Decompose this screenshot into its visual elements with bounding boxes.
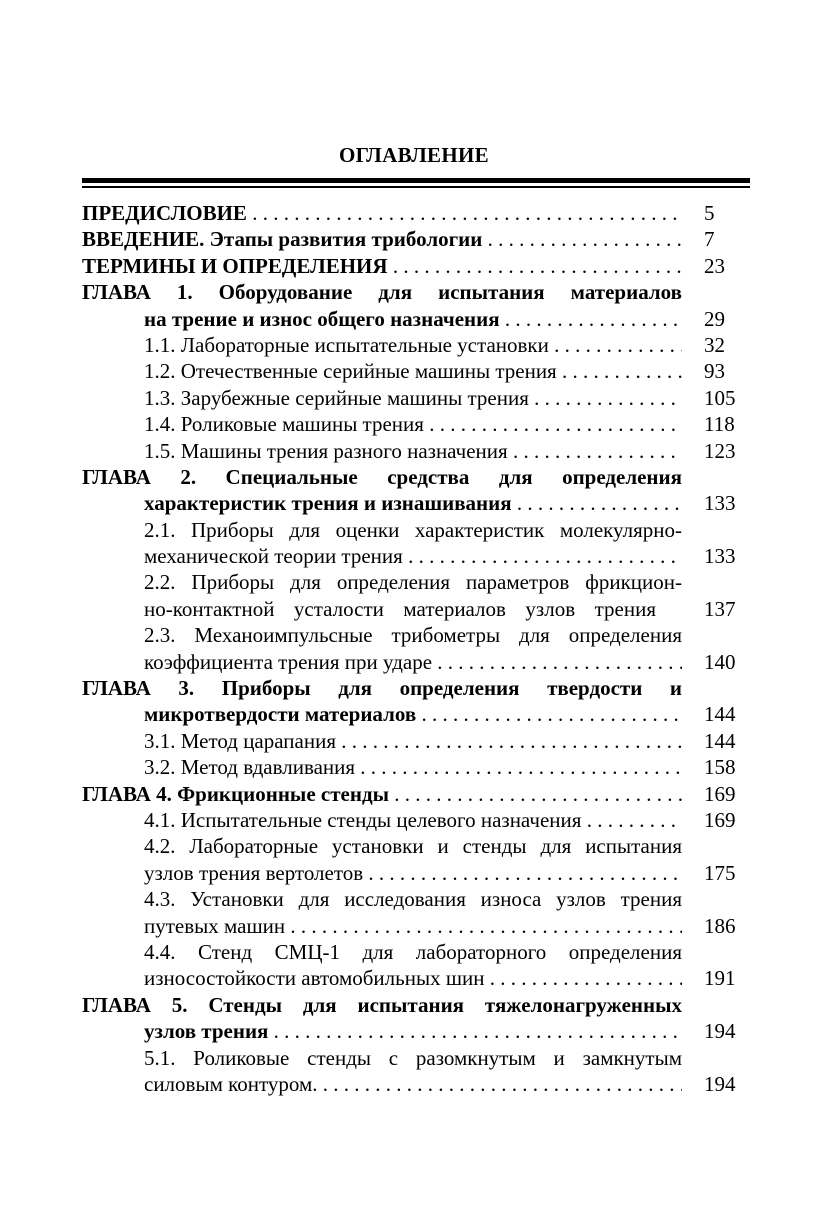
toc-page-number: 118	[704, 412, 735, 437]
toc-page-number: 194	[704, 1019, 736, 1044]
toc-page-number: 29	[704, 306, 725, 331]
table-of-contents	[0, 200, 828, 1097]
toc-entry-title: ГЛАВА 4. Фрикционные стенды . . .	[82, 781, 682, 807]
toc-page-number: 140	[704, 649, 736, 674]
toc-section-2-2-line-2[interactable]	[0, 596, 828, 622]
toc-chapter-4[interactable]	[0, 781, 828, 807]
toc-entry-title: ГЛАВА 3. Приборы для определения твердости и	[82, 676, 682, 701]
toc-page-number: 123	[704, 438, 736, 463]
toc-page-number: 191	[704, 966, 736, 991]
toc-section-2-1-line-2[interactable]	[0, 543, 828, 569]
toc-page-number: 105	[704, 385, 736, 410]
toc-entry-terms[interactable]	[0, 253, 828, 279]
toc-section-3-1[interactable]	[0, 728, 828, 754]
toc-chapter-1-line-2[interactable]	[0, 306, 828, 332]
toc-section-4-1[interactable]	[0, 807, 828, 833]
toc-entry-title: 2.1. Приборы для оценки характеристик молекулярно-	[144, 517, 682, 542]
toc-section-1-4[interactable]	[0, 411, 828, 437]
toc-section-1-3[interactable]	[0, 385, 828, 411]
toc-entry-title: 1.5. Машины трения разного назначения . . .	[144, 438, 682, 464]
toc-entry-title: 1.4. Роликовые машины трения . . .	[144, 411, 682, 437]
toc-section-1-1[interactable]	[0, 332, 828, 358]
toc-section-2-2-line-1[interactable]	[0, 569, 828, 595]
toc-entry-title: коэффициента трения при ударе . . .	[144, 649, 682, 675]
toc-page-number: 175	[704, 860, 736, 885]
toc-entry-title: 3.2. Метод вдавливания . . .	[144, 754, 682, 780]
toc-chapter-3-line-2[interactable]	[0, 701, 828, 727]
toc-entry-title: но-контактной усталости материалов узлов трения	[144, 596, 656, 621]
toc-page-number: 5	[704, 201, 715, 225]
toc-chapter-5-line-1[interactable]	[0, 992, 828, 1018]
toc-page-number: 169	[704, 807, 736, 832]
toc-entry-title: 4.1. Испытательные стенды целевого назначения . . .	[144, 807, 682, 833]
toc-entry-title: 1.2. Отечественные серийные машины трения . . .	[144, 358, 682, 384]
toc-entry-title: узлов трения вертолетов . . .	[144, 860, 682, 886]
toc-chapter-5-line-2[interactable]	[0, 1018, 828, 1044]
toc-section-2-3-line-2[interactable]	[0, 649, 828, 675]
page-title: ОГЛАВЛЕНИЕ	[339, 143, 489, 167]
toc-entry-title: ГЛАВА 1. Оборудование для испытания материалов	[82, 280, 682, 305]
toc-entry-title: характеристик трения и изнашивания . . .	[144, 490, 682, 516]
toc-entry-title: силовым контуром. . . .	[144, 1071, 682, 1097]
toc-entry-title: узлов трения . . .	[144, 1018, 682, 1044]
toc-entry-title: 4.3. Установки для исследования износа узлов трения	[144, 887, 682, 912]
toc-page-number: 194	[704, 1071, 736, 1096]
title-rule-thick	[82, 178, 750, 183]
toc-chapter-1-line-1[interactable]	[0, 279, 828, 305]
toc-page-number: 169	[704, 781, 736, 806]
toc-entry-title: 2.3. Механоимпульсные трибометры для определения	[144, 623, 682, 648]
toc-page-number: 133	[704, 491, 736, 516]
toc-page-number: 93	[704, 359, 725, 384]
toc-section-2-3-line-1[interactable]	[0, 622, 828, 648]
toc-entry-title: механической теории трения . . .	[144, 543, 682, 569]
toc-chapter-2-line-2[interactable]	[0, 490, 828, 516]
toc-chapter-2-line-1[interactable]	[0, 464, 828, 490]
toc-entry-title: износостойкости автомобильных шин . . .	[144, 965, 682, 991]
toc-section-4-3-line-2[interactable]	[0, 913, 828, 939]
toc-chapter-3-line-1[interactable]	[0, 675, 828, 701]
toc-entry-title: ВВЕДЕНИЕ. Этапы развития трибологии . . .	[82, 226, 682, 252]
toc-entry-title: 2.2. Приборы для определения параметров фрикцион-	[144, 570, 682, 595]
toc-page-number: 144	[704, 702, 736, 727]
toc-page-number: 137	[704, 596, 736, 621]
toc-section-4-4-line-1[interactable]	[0, 939, 828, 965]
toc-page-number: 7	[704, 227, 715, 252]
toc-page-number: 32	[704, 332, 725, 357]
toc-entry-title: путевых машин . . .	[144, 913, 682, 939]
toc-section-5-1-line-1[interactable]	[0, 1045, 828, 1071]
toc-page-number: 133	[704, 544, 736, 569]
toc-entry-title: 4.2. Лабораторные установки и стенды для испытания	[144, 834, 682, 859]
toc-section-1-5[interactable]	[0, 438, 828, 464]
toc-entry-title: 1.3. Зарубежные серийные машины трения . . .	[144, 385, 682, 411]
title-rule-thin	[82, 186, 750, 188]
toc-entry-title: ГЛАВА 5. Стенды для испытания тяжелонагруженных	[82, 992, 682, 1017]
toc-section-3-2[interactable]	[0, 754, 828, 780]
toc-section-4-2-line-2[interactable]	[0, 860, 828, 886]
toc-section-5-1-line-2[interactable]	[0, 1071, 828, 1097]
toc-entry-preface[interactable]	[0, 200, 828, 226]
toc-entry-title: микротвердости материалов . . .	[144, 701, 682, 727]
toc-entry-title: ГЛАВА 2. Специальные средства для определения	[82, 464, 682, 489]
toc-entry-introduction[interactable]	[0, 226, 828, 252]
toc-page-number: 186	[704, 913, 736, 938]
toc-entry-title: ПРЕДИСЛОВИЕ . . .	[82, 200, 682, 226]
toc-entry-title: ТЕРМИНЫ И ОПРЕДЕЛЕНИЯ . . .	[82, 253, 682, 279]
toc-section-4-2-line-1[interactable]	[0, 833, 828, 859]
toc-entry-title: 3.1. Метод царапания . . .	[144, 728, 682, 754]
toc-entry-title: 5.1. Роликовые стенды с разомкнутым и замкнутым	[144, 1045, 682, 1070]
toc-section-1-2[interactable]	[0, 358, 828, 384]
toc-entry-title: на трение и износ общего назначения . . .	[144, 306, 682, 332]
toc-section-4-3-line-1[interactable]	[0, 886, 828, 912]
toc-section-2-1-line-1[interactable]	[0, 517, 828, 543]
toc-page-number: 158	[704, 755, 736, 780]
toc-entry-title: 1.1. Лабораторные испытательные установки . . .	[144, 332, 682, 358]
toc-page-number: 144	[704, 728, 736, 753]
toc-page-number: 23	[704, 253, 725, 278]
toc-section-4-4-line-2[interactable]	[0, 965, 828, 991]
toc-entry-title: 4.4. Стенд СМЦ-1 для лабораторного определения	[144, 939, 682, 964]
